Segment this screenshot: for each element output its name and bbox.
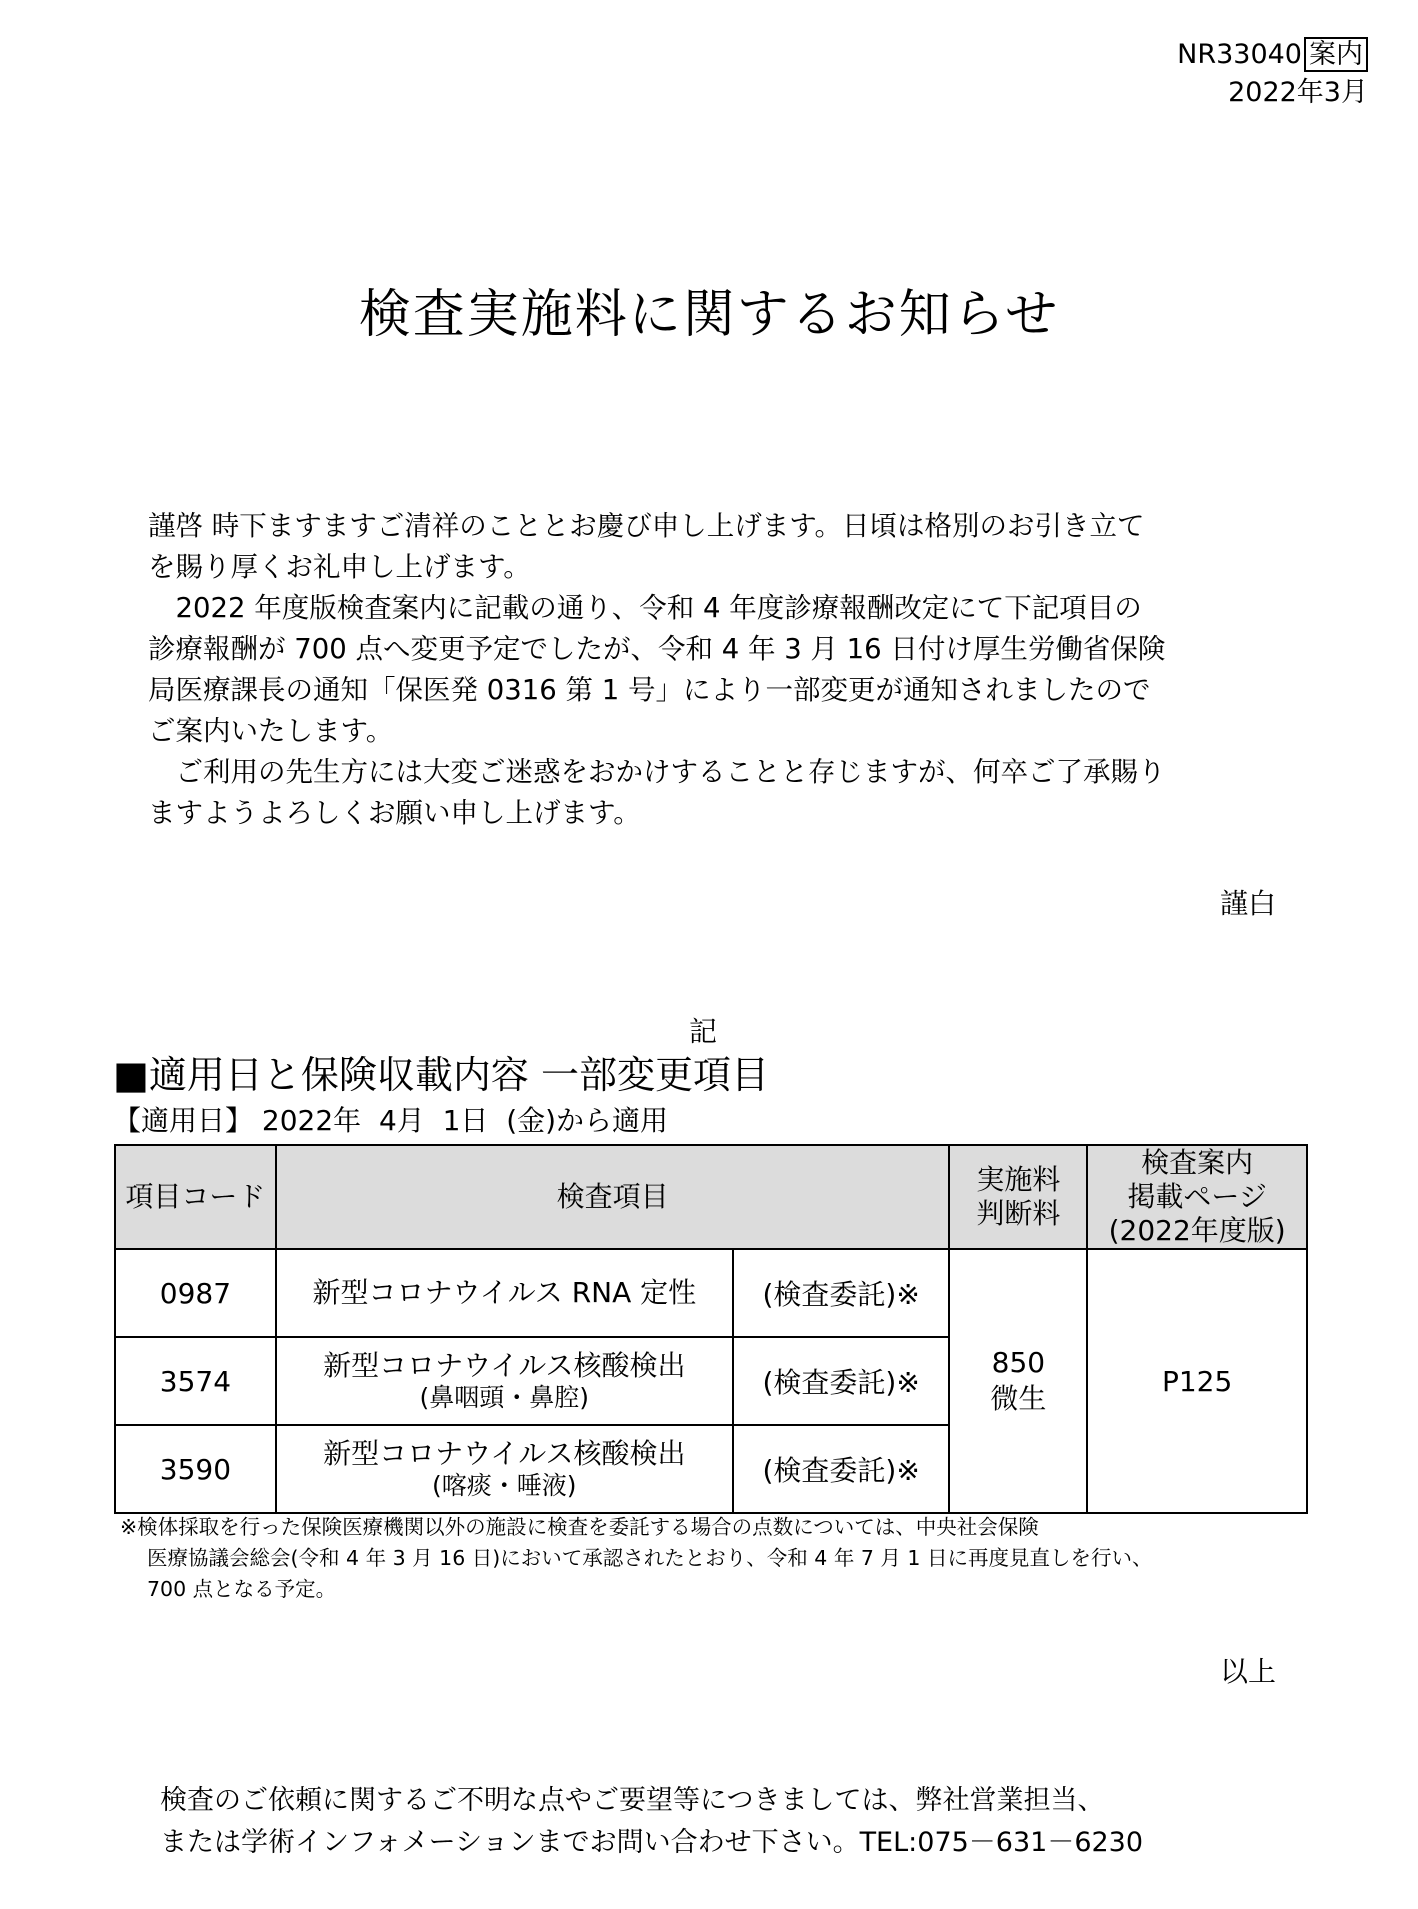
header-fee-line: 判断料 <box>976 1197 1061 1230</box>
contact-line: 検査のご依頼に関するご不明な点やご要望等につきましては、弊社営業担当、 <box>160 1785 1105 1816</box>
end-mark: 以上 <box>1219 1655 1276 1688</box>
body-text <box>148 506 1288 834</box>
document-code-number: NR33040 <box>1177 39 1302 70</box>
document-code <box>1177 38 1368 72</box>
body-line: ご利用の先生方には大変ご迷惑をおかけすることと存じますが、何卒ご了承賜り <box>148 756 1166 788</box>
header-code: 項目コード <box>115 1145 276 1249</box>
body-line: 診療報酬が 700 点へ変更予定でしたが、令和 4 年 3 月 16 日付け厚生労働省保険 <box>148 633 1166 665</box>
fee-cell <box>949 1249 1087 1513</box>
document-type-badge: 案内 <box>1304 37 1368 72</box>
item-name-main: 新型コロナウイルス RNA 定性 <box>312 1276 697 1309</box>
item-note: (検査委託)※ <box>733 1337 950 1425</box>
item-name-sub: (喀痰・唾液) <box>432 1471 577 1500</box>
contact-line: または学術インフォメーションまでお問い合わせ下さい。TEL:075－631－6230 <box>160 1827 1144 1858</box>
header-fee-line: 実施料 <box>976 1163 1061 1196</box>
header-page-line: 検査案内 <box>1141 1146 1254 1179</box>
fee-unit: 微生 <box>990 1382 1047 1415</box>
footnote <box>120 1512 1320 1605</box>
body-line: 局医療課長の通知「保医発 0316 第 1 号」により一部変更が通知されましたので <box>148 674 1151 706</box>
items-table <box>114 1144 1308 1514</box>
item-name <box>276 1425 733 1513</box>
document-date: 2022年3月 <box>1228 77 1368 108</box>
item-note: (検査委託)※ <box>733 1425 950 1513</box>
body-line: 2022 年度版検査案内に記載の通り、令和 4 年度診療報酬改定にて下記項目の <box>148 592 1142 624</box>
header-page-line: 掲載ページ <box>1127 1180 1267 1213</box>
header-item: 検査項目 <box>276 1145 950 1249</box>
item-name-sub: (鼻咽頭・鼻腔) <box>419 1383 590 1412</box>
footnote-line: ※検体採取を行った保険医療機関以外の施設に検査を委託する場合の点数については、中央社会保険 <box>120 1515 1039 1539</box>
fee-value: 850 <box>991 1346 1046 1379</box>
item-name-main: 新型コロナウイルス核酸検出 <box>323 1349 686 1382</box>
body-line: ますようよろしくお願い申し上げます。 <box>148 797 641 829</box>
footnote-line: 医療協議会総会(令和 4 年 3 月 16 日)において承認されたとおり、令和 4 年 7 月 1 日に再度見直しを行い、 <box>147 1546 1153 1570</box>
item-name <box>276 1337 733 1425</box>
body-line: ご案内いたします。 <box>148 715 394 747</box>
item-name-main: 新型コロナウイルス核酸検出 <box>323 1437 686 1470</box>
table-header-row <box>115 1145 1307 1249</box>
page-title: 検査実施料に関するお知らせ <box>358 285 1060 345</box>
table-row <box>115 1249 1307 1337</box>
header-page <box>1087 1145 1307 1249</box>
item-code: 3590 <box>115 1425 276 1513</box>
ki-marker: 記 <box>689 1015 718 1048</box>
closing-word: 謹白 <box>1219 887 1276 920</box>
header-page-line: (2022年度版) <box>1108 1214 1286 1247</box>
page-ref: P125 <box>1087 1249 1307 1513</box>
body-line: を賜り厚くお礼申し上げます。 <box>148 551 531 583</box>
item-code: 0987 <box>115 1249 276 1337</box>
item-code: 3574 <box>115 1337 276 1425</box>
header-fee <box>949 1145 1087 1249</box>
contact-info <box>160 1780 1143 1864</box>
apply-date: 【適用日】 2022年 4月 1日 (金)から適用 <box>113 1104 669 1137</box>
item-note: (検査委託)※ <box>733 1249 950 1337</box>
footnote-line: 700 点となる予定。 <box>147 1577 337 1601</box>
body-line: 謹啓 時下ますますご清祥のこととお慶び申し上げます。日頃は格別のお引き立て <box>148 510 1145 542</box>
section-heading: ■適用日と保険収載内容 一部変更項目 <box>113 1053 769 1097</box>
item-name <box>276 1249 733 1337</box>
